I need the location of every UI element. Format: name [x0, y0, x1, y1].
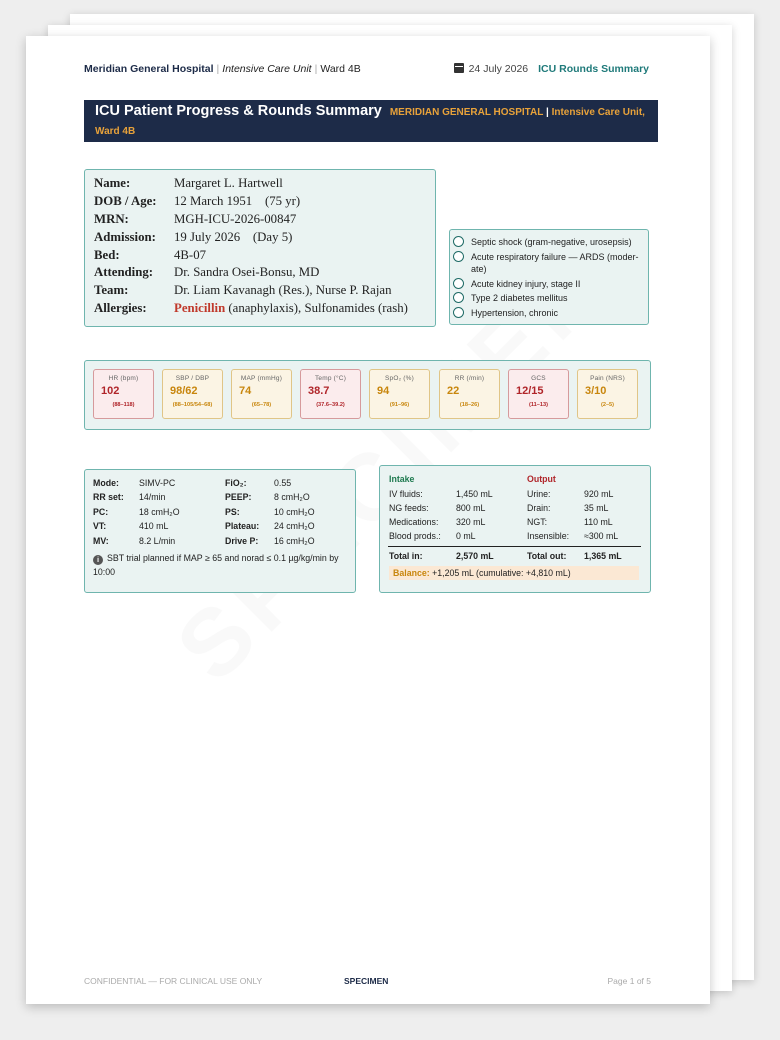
problem-item: Acute kidney injury, stage II	[450, 278, 648, 291]
vital-card-spo2: SpO₂ (%) 94 (91–96)	[369, 369, 430, 419]
patient-row-allergies: Allergies: Penicillin (anaphylaxis), Sulfonamides (rash)	[94, 300, 408, 315]
problem-item: Type 2 diabetes mellitus	[450, 292, 648, 305]
vital-card-rr: RR (/min) 22 (18–26)	[439, 369, 500, 419]
output-heading: Output	[527, 474, 556, 484]
vital-card-gcs: GCS 12/15 (11–13)	[508, 369, 569, 419]
vital-card-temp: Temp (°C) 38.7 (37.6–39.2)	[300, 369, 361, 419]
patient-team: Dr. Liam Kavanagh (Res.), Nurse P. Rajan	[174, 283, 392, 298]
circle-icon	[453, 292, 464, 303]
fluid-balance-box: Intake Output IV fluids: 1,450 mL Urine: 920 mL NG feeds: 800 mL Drain: 35 mL Medications: 320 mL NGT: 110 mL Blood prods.: 0 mL Insensible: ≈300 mL Total in: 2,570 mL Total out: 1,365 mL Balance: +1,205 mL (cumulative: +4,810 mL)	[379, 465, 651, 593]
title-subtitle: MERIDIAN GENERAL HOSPITAL | Intensive Care Unit, Ward 4B	[95, 107, 645, 137]
circle-icon	[453, 278, 464, 289]
patient-age: (75 yr)	[264, 194, 301, 209]
vital-card-map: MAP (mmHg) 74 (65–78)	[231, 369, 292, 419]
page-title: ICU Patient Progress & Rounds Summary	[95, 103, 382, 119]
header-doc-title: ICU Rounds Summary	[538, 63, 649, 75]
total-in-value: 2,570 mL	[456, 551, 494, 561]
patient-name: Margaret L. Hartwell	[174, 176, 283, 191]
problem-list-box	[449, 229, 649, 325]
patient-row-attending: Attending: Dr. Sandra Osei-Bonsu, MD	[94, 264, 408, 282]
patient-mrn: MGH-ICU-2026-00847	[174, 211, 297, 226]
allergy-details: (anaphylaxis), Sulfonamides (rash)	[228, 300, 408, 315]
vital-card-pain: Pain (NRS) 3/10 (2–5)	[577, 369, 638, 419]
header-unit: Intensive Care Unit	[222, 63, 312, 75]
header-hospital: Meridian General Hospital	[84, 63, 214, 75]
header-date: 24 July 2026	[468, 63, 529, 75]
problem-item: Septic shock (gram-negative, urosepsis)	[450, 236, 648, 249]
calendar-icon	[454, 63, 464, 73]
admission-day: (Day 5)	[252, 229, 293, 244]
circle-icon	[453, 307, 464, 318]
patient-attending: Dr. Sandra Osei-Bonsu, MD	[174, 265, 320, 280]
ventilator-settings-box: Mode: SIMV-PC FiO₂: 0.55 RR set: 14/min PEEP: 8 cmH₂O PC: 18 cmH₂O PS: 10 cmH₂O VT: 410 mL Plateau: 24 cmH₂O MV: 8.2 L/min Drive P: 16 cmH₂O i SBT trial planned if MAP ≥ 65 and norad ≤ 0.1 µg/kg/min by 10:00	[84, 469, 356, 593]
title-banner	[84, 100, 658, 142]
patient-dob: 12 March 1951	[174, 194, 253, 209]
document-page: Meridian General Hospital | Intensive Care Unit | Ward 4B 24 July 2026 ICU Rounds Summary ICU Patient Progress & Rounds Summary MERIDIAN GENERAL HOSPITAL | Intensive Care Unit, Ward 4B Name: Margaret L. Hartwell DOB / Age: 12 March 1951 (75 yr) MRN: MGH-ICU-2026-00847 Admission: 19 July 2026 (Day 5) Bed: 4B-07 Attending: Dr. Sandra Osei-Bonsu, MD Team: Dr. Liam Kavanagh (Res.), Nurse P. Rajan Allergies: Penicillin (anaphylaxis), Sulfonamides (rash) Septic shock (gram-negative, urosepsis) Acute respiratory failure — ARDS (moder-ate) Acute kidney injury, stage II Type 2 diabetes mellitus Hypertension, chronic HR (bpm) 102 (88–118) SBP / DBP 98/62 (88–105/54–68) MAP (mmHg) 74 (65–78) Temp (°C) 38.7 (37.6–39.2) SpO₂ (%) 94 (91–96) RR (/min) 22 (18–26) GCS 12/15 (11–13) Pain (NRS) 3/10 (2–5) Mode: SIMV-PC FiO₂: 0.55 RR set: 14/min PEEP: 8 cmH₂O PC: 18 cmH₂O PS: 10 cmH₂O VT: 410 mL Plateau: 24 cmH₂O MV: 8.2 L/min Drive P: 16 cmH₂O i SBT trial planned if MAP ≥ 65 and norad ≤ 0.1 µg/kg/min by 10:00 Intake Output IV fluids: 1,450 mL Urine: 920 mL NG feeds: 800 mL Drain: 35 mL Medications: 320 mL NGT: 110 mL Blood prods.: 0 mL Insensible: ≈300 mL Total in: 2,570 mL Total out: 1,365 mL Balance: +1,205 mL (cumulative: +4,810 mL) CONFIDENTIAL — FOR CLINICAL USE ONLY SPECIMEN Page 1 of 5	[26, 36, 710, 1004]
vital-card-hr: HR (bpm) 102 (88–118)	[93, 369, 154, 419]
admission-date: 19 July 2026	[174, 229, 241, 244]
problem-item: Acute respiratory failure — ARDS (moder-ate)	[450, 251, 648, 276]
patient-row-dob: DOB / Age: 12 March 1951 (75 yr)	[94, 194, 301, 209]
info-icon: i	[93, 555, 103, 565]
problem-item: Hypertension, chronic	[450, 307, 648, 320]
total-out-label: Total out:	[527, 551, 567, 561]
footer-page-number: Page 1 of 5	[607, 976, 651, 986]
vital-card-bp: SBP / DBP 98/62 (88–105/54–68)	[162, 369, 223, 419]
balance-value: +1,205 mL (cumulative: +4,810 mL)	[432, 568, 571, 578]
patient-row-admission: Admission: 19 July 2026 (Day 5)	[94, 229, 293, 244]
total-out-value: 1,365 mL	[584, 551, 622, 561]
circle-icon	[453, 251, 464, 262]
patient-row-team: Team: Dr. Liam Kavanagh (Res.), Nurse P. Rajan	[94, 282, 408, 300]
patient-row-name: Name: Margaret L. Hartwell	[94, 175, 408, 193]
intake-heading: Intake	[389, 474, 415, 484]
footer-confidential: CONFIDENTIAL — FOR CLINICAL USE ONLY	[84, 976, 263, 986]
vitals-panel	[84, 360, 651, 430]
patient-row-bed: Bed: 4B-07	[94, 246, 408, 264]
allergen-highlight: Penicillin	[174, 300, 226, 315]
patient-info-box	[84, 169, 436, 327]
patient-bed: 4B-07	[174, 247, 206, 262]
footer-specimen: SPECIMEN	[344, 976, 389, 986]
total-in-label: Total in:	[389, 551, 423, 561]
totals-divider	[388, 546, 641, 547]
sbt-note: i SBT trial planned if MAP ≥ 65 and norad ≤ 0.1 µg/kg/min by 10:00	[93, 553, 339, 577]
header-ward: Ward 4B	[320, 63, 361, 75]
circle-icon	[453, 236, 464, 247]
balance-bar: Balance: +1,205 mL (cumulative: +4,810 mL)	[389, 566, 639, 580]
patient-row-mrn: MRN: MGH-ICU-2026-00847	[94, 211, 408, 229]
